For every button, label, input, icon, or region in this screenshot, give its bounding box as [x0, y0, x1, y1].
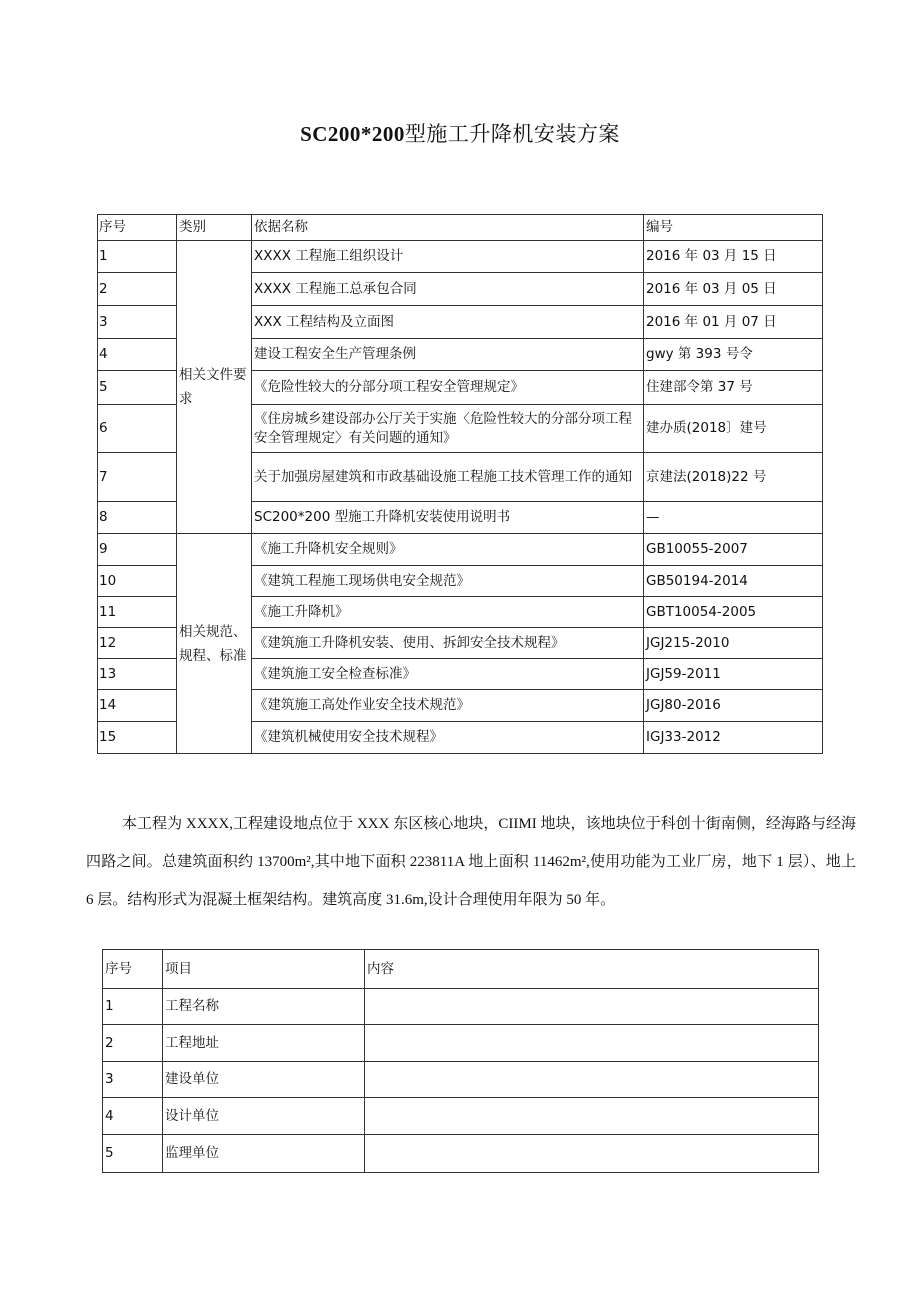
row-code: 京建法(2018)22 号	[644, 453, 823, 502]
row-no: 10	[98, 566, 177, 597]
row-no: 9	[98, 534, 177, 566]
category-cell: 相关文件要求	[177, 241, 252, 534]
row-no: 8	[98, 502, 177, 534]
row-no: 5	[98, 371, 177, 405]
project-overview-paragraph	[86, 805, 856, 919]
row-name: XXXX 工程施工组织设计	[252, 241, 644, 273]
row-no: 3	[98, 306, 177, 339]
row-no: 13	[98, 659, 177, 690]
row-name: 《住房城乡建设部办公厅关于实施〈危险性较大的分部分项工程安全管理规定〉有关问题的通知》	[252, 405, 644, 453]
row-name: SC200*200 型施工升降机安装使用说明书	[252, 502, 644, 534]
row-no: 2	[98, 273, 177, 306]
row-item: 建设单位	[163, 1062, 365, 1098]
row-code: IGJ33-2012	[644, 722, 823, 754]
row-item: 工程名称	[163, 989, 365, 1025]
table-header-row	[103, 950, 819, 989]
row-item: 设计单位	[163, 1098, 365, 1135]
row-item: 监理单位	[163, 1135, 365, 1173]
project-info-table	[102, 949, 819, 1173]
header-name: 依据名称	[252, 215, 644, 241]
row-code: 2016 年 03 月 15 日	[644, 241, 823, 273]
row-no: 1	[98, 241, 177, 273]
header-no: 序号	[103, 950, 163, 989]
row-code: 建办质(2018〕建号	[644, 405, 823, 453]
row-code: —	[644, 502, 823, 534]
row-no: 1	[103, 989, 163, 1025]
row-no: 4	[103, 1098, 163, 1135]
row-name: XXX 工程结构及立面图	[252, 306, 644, 339]
row-no: 15	[98, 722, 177, 754]
table-row	[103, 989, 819, 1025]
row-name: 《建筑施工升降机安装、使用、拆卸安全技术规程》	[252, 628, 644, 659]
header-item: 项目	[163, 950, 365, 989]
row-name: 《建筑施工安全检查标准》	[252, 659, 644, 690]
overview-text: 本工程为 XXXX,工程建设地点位于 XXX 东区核心地块，CIIMI 地块，该地块位于科创十街南侧，经海路与经海四路之间。总建筑面积约 13700m²,其中地下面积 223811A 地上面积 11462m²,使用功能为工业厂房，地下 1 层）、地上 6 层。结构形式为混凝土框架结构。建筑高度 31.6m,设计合理使用年限为 50 年。	[86, 816, 856, 908]
title-model: SC200*200	[300, 122, 405, 146]
row-no: 4	[98, 339, 177, 371]
row-no: 2	[103, 1025, 163, 1062]
row-code: 2016 年 01 月 07 日	[644, 306, 823, 339]
row-code: JGJ215-2010	[644, 628, 823, 659]
row-content	[365, 1098, 819, 1135]
row-code: gwy 第 393 号令	[644, 339, 823, 371]
row-code: GB10055-2007	[644, 534, 823, 566]
row-name: 《危险性较大的分部分项工程安全管理规定》	[252, 371, 644, 405]
table-row	[103, 1025, 819, 1062]
row-no: 14	[98, 690, 177, 722]
row-name: 《施工升降机》	[252, 597, 644, 628]
row-code: 住建部令第 37 号	[644, 371, 823, 405]
row-content	[365, 1135, 819, 1173]
row-code: GB50194-2014	[644, 566, 823, 597]
row-code: JGJ80-2016	[644, 690, 823, 722]
page-title	[0, 118, 920, 148]
row-no: 7	[98, 453, 177, 502]
row-no: 11	[98, 597, 177, 628]
row-name: 《建筑机械使用安全技术规程》	[252, 722, 644, 754]
table-row	[98, 241, 823, 273]
row-name: 关于加强房屋建筑和市政基础设施工程施工技术管理工作的通知	[252, 453, 644, 502]
row-content	[365, 989, 819, 1025]
header-category: 类别	[177, 215, 252, 241]
row-code: GBT10054-2005	[644, 597, 823, 628]
header-no: 序号	[98, 215, 177, 241]
table-row	[103, 1062, 819, 1098]
row-code: 2016 年 03 月 05 日	[644, 273, 823, 306]
table-row	[103, 1098, 819, 1135]
row-no: 6	[98, 405, 177, 453]
row-content	[365, 1025, 819, 1062]
basis-table	[97, 214, 823, 754]
row-name: 《建筑施工高处作业安全技术规范》	[252, 690, 644, 722]
row-content	[365, 1062, 819, 1098]
row-code: JGJ59-2011	[644, 659, 823, 690]
row-item: 工程地址	[163, 1025, 365, 1062]
category-cell: 相关规范、规程、标准	[177, 534, 252, 754]
row-no: 12	[98, 628, 177, 659]
title-text: 型施工升降机安装方案	[404, 122, 620, 146]
header-content: 内容	[365, 950, 819, 989]
table-row	[98, 534, 823, 566]
row-no: 5	[103, 1135, 163, 1173]
table-header-row	[98, 215, 823, 241]
row-name: 建设工程安全生产管理条例	[252, 339, 644, 371]
row-no: 3	[103, 1062, 163, 1098]
header-code: 编号	[644, 215, 823, 241]
row-name: XXXX 工程施工总承包合同	[252, 273, 644, 306]
row-name: 《施工升降机安全规则》	[252, 534, 644, 566]
table-row	[103, 1135, 819, 1173]
row-name: 《建筑工程施工现场供电安全规范》	[252, 566, 644, 597]
